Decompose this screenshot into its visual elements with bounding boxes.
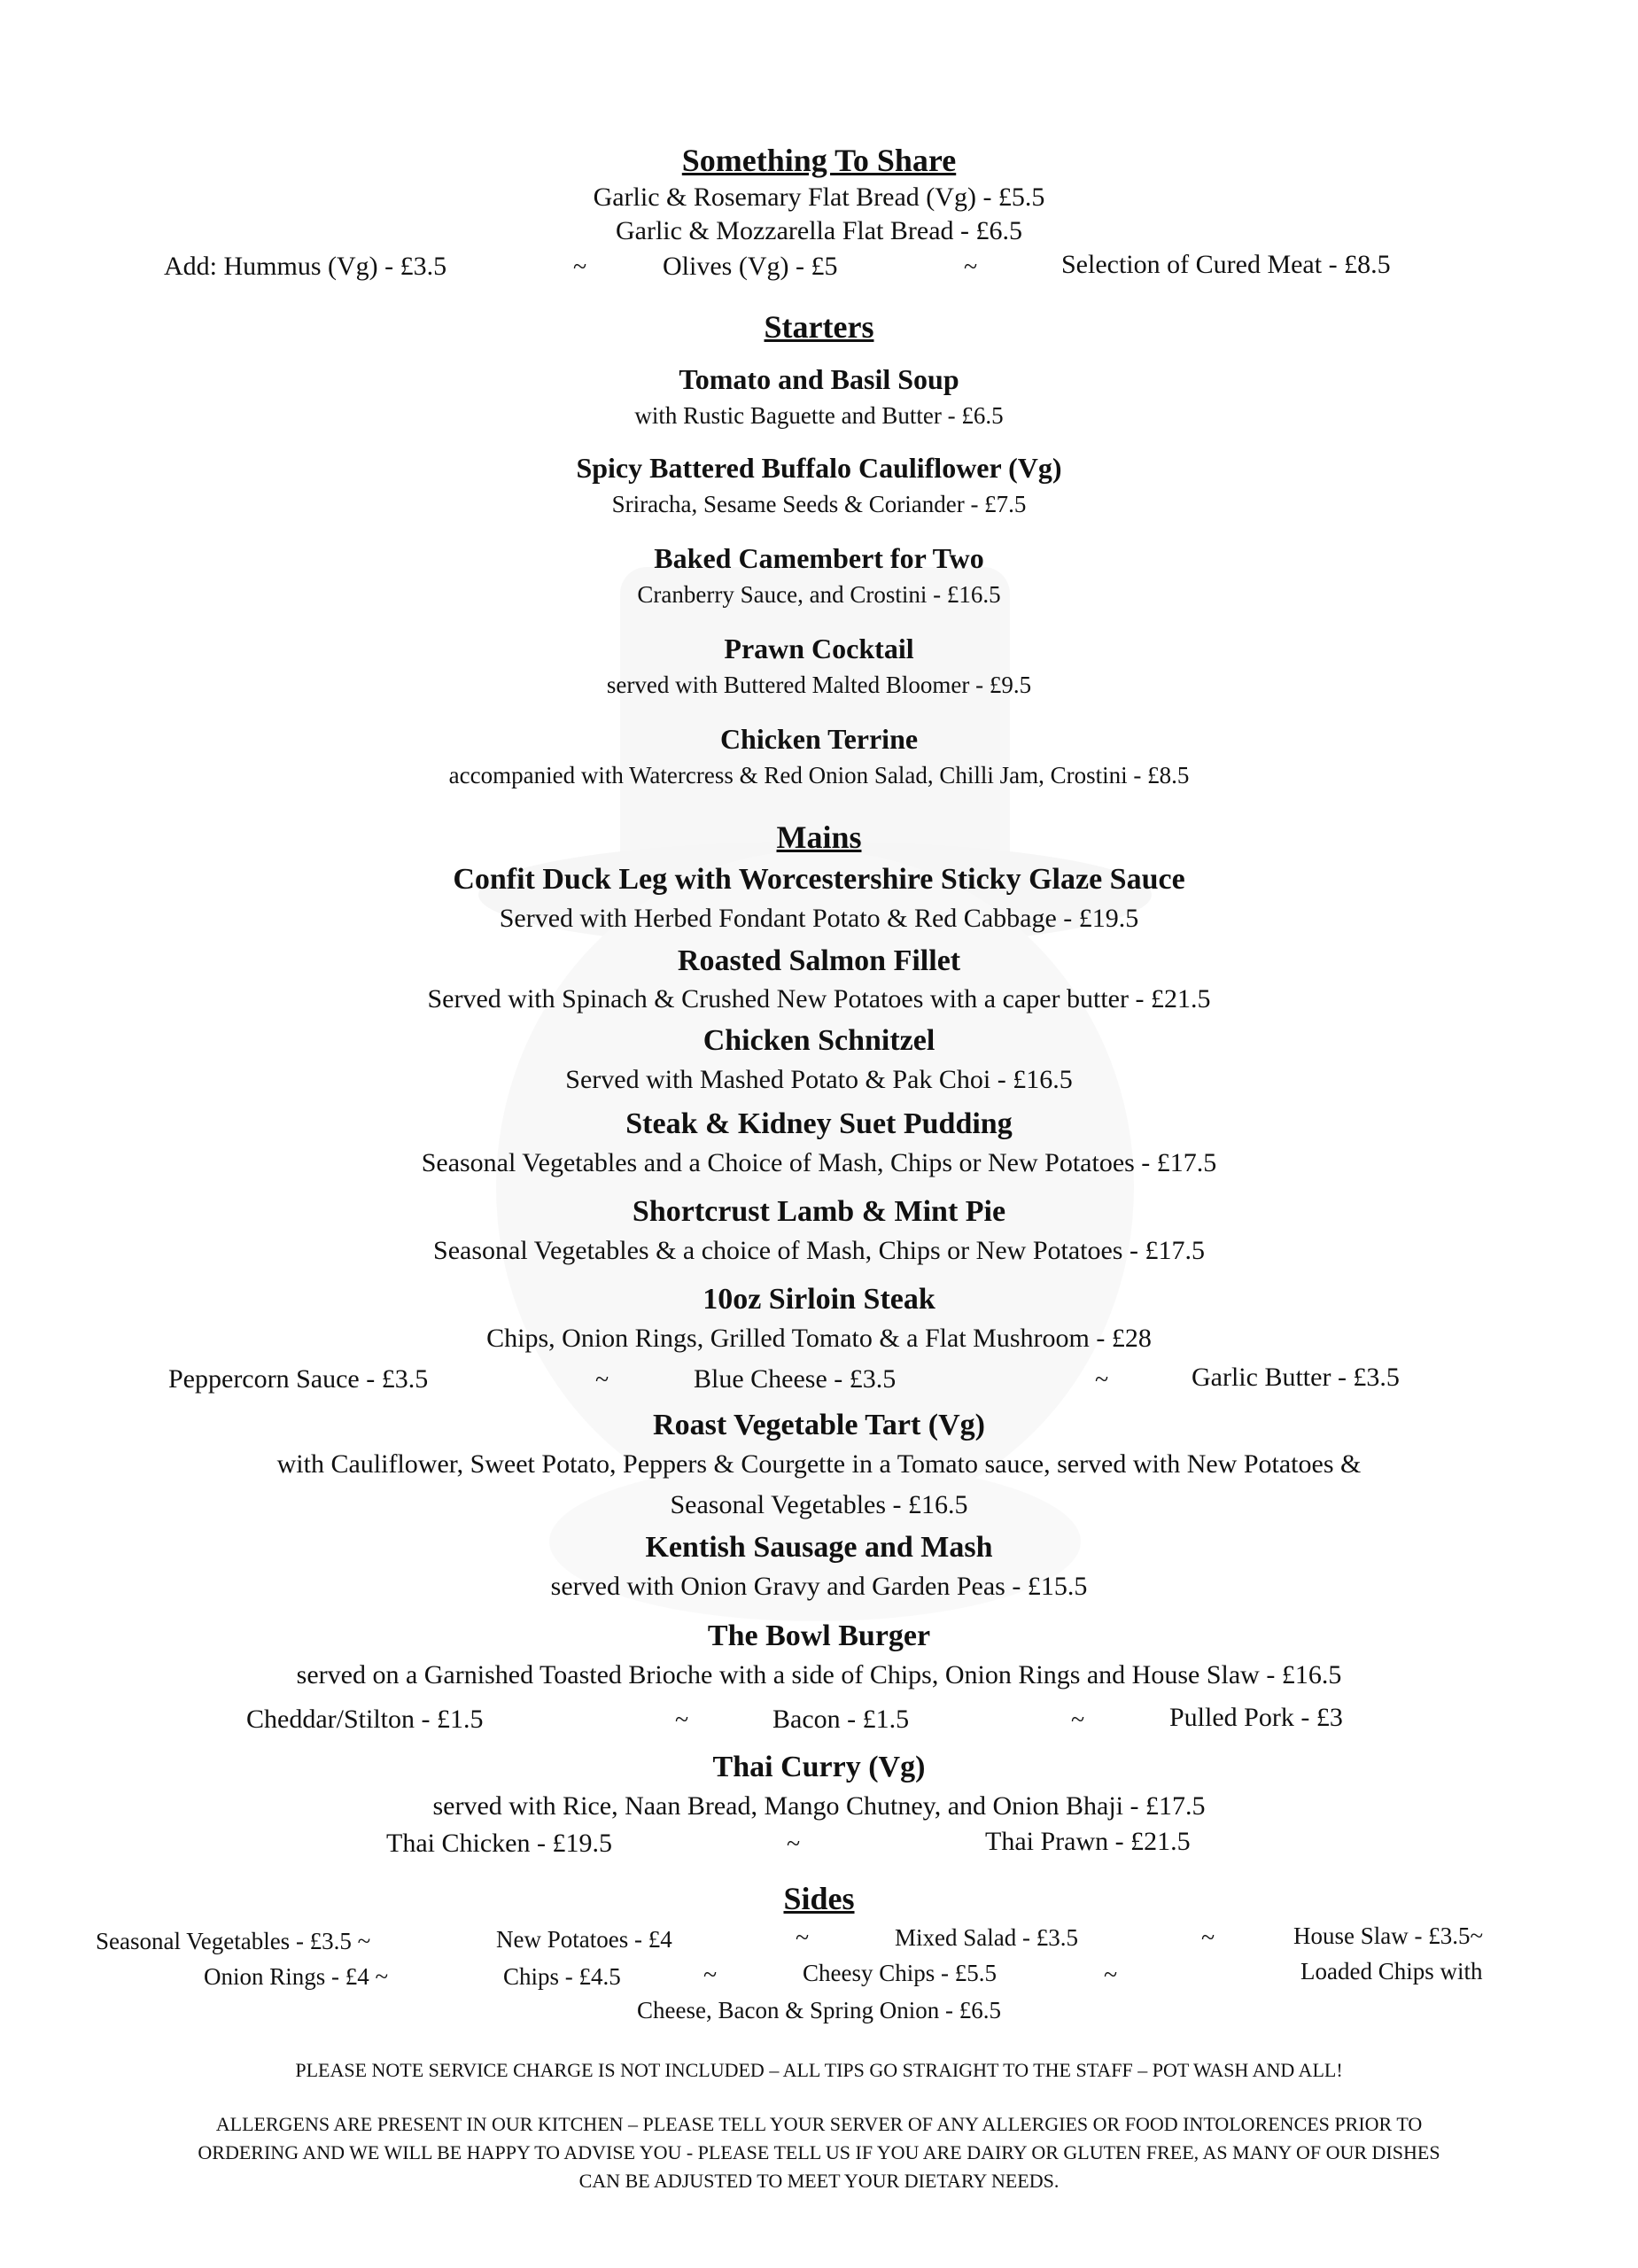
separator: ~ [1104, 1961, 1118, 1989]
share-addon-olives: Olives (Vg) - £5 [663, 252, 838, 281]
main-name: Steak & Kidney Suet Pudding [625, 1107, 1013, 1140]
separator: ~ [796, 1924, 810, 1952]
side-item: Loaded Chips with [1300, 1958, 1483, 1984]
main-desc: with Cauliflower, Sweet Potato, Peppers & Courgette in a Tomato sauce, served with New Potatoes & [276, 1449, 1362, 1479]
main-desc: Seasonal Vegetables and a Choice of Mash, Chips or New Potatoes - £17.5 [421, 1148, 1217, 1177]
steak-addon: Peppercorn Sauce - £3.5 [168, 1364, 429, 1394]
main-name: Kentish Sausage and Mash [645, 1531, 993, 1564]
main-desc: served on a Garnished Toasted Brioche with a side of Chips, Onion Rings and House Slaw - £16.5 [296, 1660, 1342, 1689]
starter-desc: accompanied with Watercress & Red Onion Salad, Chilli Jam, Crostini - £8.5 [448, 762, 1190, 788]
steak-addon: Garlic Butter - £3.5 [1192, 1363, 1400, 1392]
side-item: Cheesy Chips - £5.5 [803, 1960, 997, 1986]
mains-heading: Mains [776, 819, 862, 855]
starter-name: Chicken Terrine [719, 723, 919, 755]
main-name: 10oz Sirloin Steak [703, 1283, 935, 1316]
share-item-mozzarella-flatbread: Garlic & Mozzarella Flat Bread - £6.5 [616, 216, 1022, 245]
allergen-note-line1: ALLERGENS ARE PRESENT IN OUR KITCHEN – PLEASE TELL YOUR SERVER OF ANY ALLERGIES OR FOOD INTOLORENCES PRIOR TO [215, 2113, 1423, 2135]
main-name: Roasted Salmon Fillet [677, 944, 961, 977]
burger-addon: Bacon - £1.5 [772, 1705, 910, 1734]
separator: ~ [787, 1830, 801, 1858]
share-addon-cured-meat: Selection of Cured Meat - £8.5 [1061, 250, 1391, 279]
separator: ~ [703, 1961, 718, 1989]
side-item: New Potatoes - £4 [496, 1926, 672, 1953]
separator: ~ [964, 253, 978, 281]
starter-desc: served with Buttered Malted Bloomer - £9.5 [606, 672, 1032, 698]
steak-addon: Blue Cheese - £3.5 [694, 1364, 897, 1394]
main-name: Shortcrust Lamb & Mint Pie [632, 1195, 1006, 1228]
main-desc: Chips, Onion Rings, Grilled Tomato & a Flat Mushroom - £28 [486, 1324, 1152, 1353]
main-desc: Seasonal Vegetables & a choice of Mash, Chips or New Potatoes - £17.5 [433, 1236, 1205, 1265]
main-desc: Served with Mashed Potato & Pak Choi - £16.5 [565, 1065, 1073, 1094]
starter-desc: with Rustic Baguette and Butter - £6.5 [634, 402, 1004, 429]
side-item: Chips - £4.5 [503, 1963, 621, 1990]
allergen-note-line2: ORDERING AND WE WILL BE HAPPY TO ADVISE YOU - PLEASE TELL US IF YOU ARE DAIRY OR GLUTEN FREE, AS MANY OF OUR DISHES [198, 2141, 1440, 2163]
separator: ~ [1201, 1924, 1215, 1952]
main-name: Confit Duck Leg with Worcestershire Sticky Glaze Sauce [453, 863, 1185, 896]
main-desc: Served with Spinach & Crushed New Potatoes with a caper butter - £21.5 [427, 984, 1211, 1014]
service-charge-note: PLEASE NOTE SERVICE CHARGE IS NOT INCLUDED – ALL TIPS GO STRAIGHT TO THE STAFF – POT WASH AND ALL! [295, 2059, 1343, 2081]
share-item-rosemary-flatbread: Garlic & Rosemary Flat Bread (Vg) - £5.5 [593, 183, 1045, 212]
main-name: The Bowl Burger [707, 1619, 931, 1652]
separator: ~ [595, 1366, 609, 1394]
separator: ~ [675, 1706, 689, 1734]
starter-desc: Cranberry Sauce, and Crostini - £16.5 [637, 581, 1001, 608]
separator: ~ [573, 253, 587, 281]
curry-addon: Thai Prawn - £21.5 [985, 1827, 1191, 1856]
main-name: Chicken Schnitzel [703, 1024, 935, 1057]
starter-desc: Sriracha, Sesame Seeds & Coriander - £7.5 [611, 491, 1027, 517]
separator: ~ [1071, 1706, 1085, 1734]
side-item-loaded-chips-cont: Cheese, Bacon & Spring Onion - £6.5 [637, 1997, 1001, 2023]
main-name: Roast Vegetable Tart (Vg) [653, 1409, 985, 1441]
starter-name: Spicy Battered Buffalo Cauliflower (Vg) [576, 452, 1062, 484]
side-item: Onion Rings - £4 ~ [204, 1963, 389, 1990]
burger-addon: Cheddar/Stilton - £1.5 [246, 1705, 484, 1734]
curry-addon: Thai Chicken - £19.5 [386, 1829, 612, 1858]
starter-name: Prawn Cocktail [724, 633, 914, 664]
separator: ~ [1095, 1366, 1109, 1394]
side-item: Mixed Salad - £3.5 [895, 1924, 1078, 1951]
side-item: House Slaw - £3.5~ [1293, 1922, 1484, 1949]
starter-name: Baked Camembert for Two [654, 542, 984, 574]
main-desc-cont: Seasonal Vegetables - £16.5 [670, 1490, 968, 1519]
starter-name: Tomato and Basil Soup [679, 363, 959, 395]
side-item: Seasonal Vegetables - £3.5 ~ [96, 1928, 371, 1954]
share-heading: Something To Share [681, 143, 957, 178]
main-desc: Served with Herbed Fondant Potato & Red Cabbage - £19.5 [499, 904, 1139, 933]
sides-heading: Sides [783, 1881, 855, 1916]
allergen-note-line3: CAN BE ADJUSTED TO MEET YOUR DIETARY NEEDS. [578, 2170, 1060, 2192]
share-addon-hummus: Add: Hummus (Vg) - £3.5 [164, 252, 447, 281]
main-desc: served with Onion Gravy and Garden Peas - £15.5 [550, 1572, 1088, 1601]
burger-addon: Pulled Pork - £3 [1169, 1703, 1343, 1732]
main-desc: served with Rice, Naan Bread, Mango Chutney, and Onion Bhaji - £17.5 [432, 1791, 1206, 1821]
main-name: Thai Curry (Vg) [712, 1751, 926, 1783]
starters-heading: Starters [764, 309, 874, 345]
